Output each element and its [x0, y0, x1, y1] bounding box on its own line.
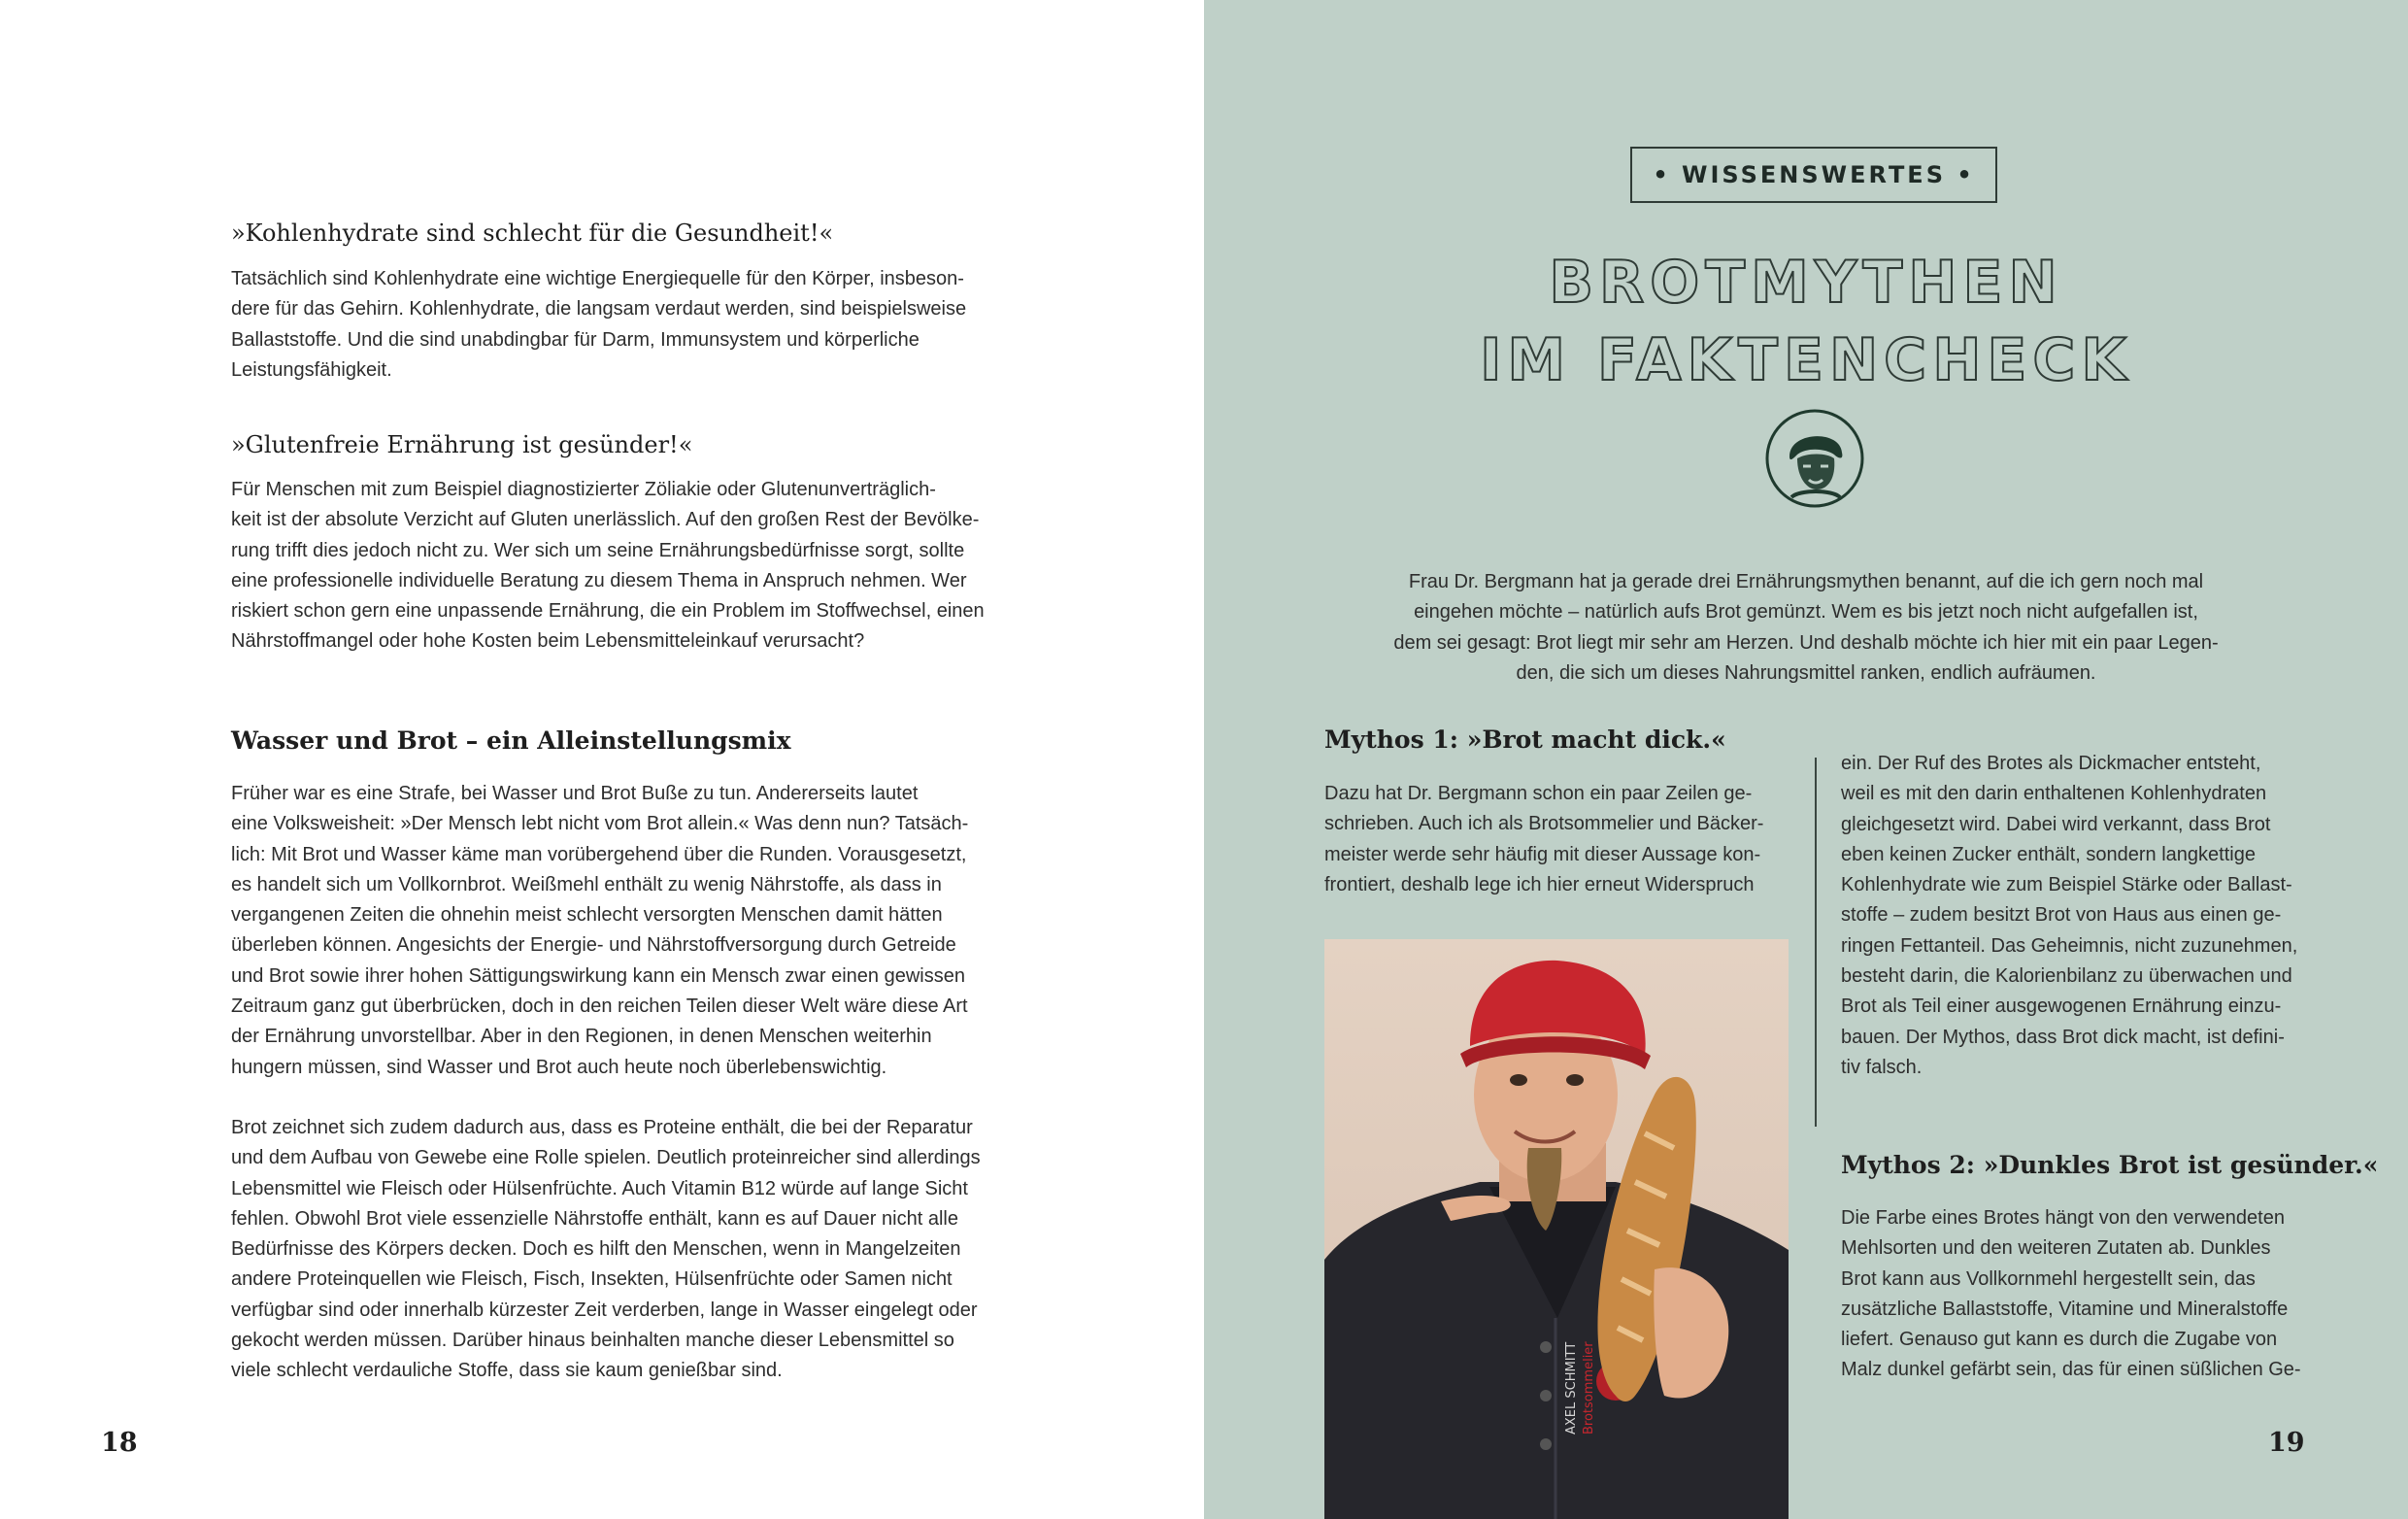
mythos1-heading: Mythos 1: »Brot macht dick.« [1324, 726, 1726, 754]
text-line: Bedürfnisse des Körpers decken. Doch es hilft den Menschen, wenn in Mangelzeiten [231, 1238, 961, 1261]
text-line: riskiert schon gern eine unpassende Ernährung, die ein Problem im Stoffwechsel, einen [231, 600, 985, 623]
text-line: Mehlsorten und den weiteren Zutaten ab. Dunkles [1841, 1237, 2271, 1260]
mythos2-heading: Mythos 2: »Dunkles Brot ist gesünder.« [1841, 1151, 2379, 1179]
text-line: rung trifft dies jedoch nicht zu. Wer sich um seine Ernährungsbedürfnisse sorgt, sollte [231, 539, 965, 561]
column-divider [1815, 758, 1817, 1127]
page-number-left: 18 [101, 1428, 138, 1458]
text-line: Ballaststoffe. Und die sind unabdingbar für Darm, Immunsystem und körperliche [231, 328, 920, 351]
text-line: Brot kann aus Vollkornmehl hergestellt sein, das [1841, 1267, 2256, 1290]
text-line: verfügbar sind oder innerhalb kürzester Zeit verderben, lange in Wasser eingelegt oder [231, 1299, 978, 1321]
section-paragraph-2 [231, 1113, 981, 1387]
baker-illustration [1324, 939, 1789, 1519]
mythos2-text [1841, 1203, 2301, 1386]
myth1-heading: »Kohlenhydrate sind schlecht für die Gesundheit!« [231, 219, 834, 247]
text-line: meister werde sehr häufig mit dieser Aussage kon- [1324, 843, 1761, 865]
text-line: ringen Fettanteil. Das Geheimnis, nicht zuzunehmen, [1841, 934, 2298, 957]
myth2-heading: »Glutenfreie Ernährung ist gesünder!« [231, 431, 693, 458]
author-portrait-icon [1764, 408, 1865, 509]
text-line: Leistungsfähigkeit. [231, 358, 392, 381]
page-number-right: 19 [2268, 1428, 2305, 1458]
text-line: Die Farbe eines Brotes hängt von den verwendeten [1841, 1207, 2285, 1229]
text-line: dere für das Gehirn. Kohlenhydrate, die langsam verdaut werden, sind beispielsweise [231, 298, 967, 321]
text-line: eben keinen Zucker enthält, sondern langkettige [1841, 843, 2256, 865]
text-line: es handelt sich um Vollkornbrot. Weißmehl enthält zu wenig Nährstoffe, als dass in [231, 873, 942, 895]
text-line: fehlen. Obwohl Brot viele essenzielle Nährstoffe enthält, kann es auf Dauer nicht alle [231, 1207, 958, 1230]
intro-text [1204, 567, 2408, 689]
text-line: hungern müssen, sind Wasser und Brot auch heute noch überlebenswichtig. [231, 1056, 887, 1078]
text-line: den, die sich um dieses Nahrungsmittel ranken, endlich aufräumen. [1516, 661, 2096, 684]
text-line: liefert. Genauso gut kann es durch die Zugabe von [1841, 1329, 2278, 1351]
jacket-title-text: Brotsommelier [1582, 1341, 1596, 1435]
text-line: Lebensmittel wie Fleisch oder Hülsenfrüchte. Auch Vitamin B12 würde auf lange Sicht [231, 1177, 968, 1199]
text-line: dem sei gesagt: Brot liegt mir sehr am Herzen. Und deshalb möchte ich hier mit ein paar Legen- [1393, 631, 2219, 654]
title-line-2: IM FAKTENCHECK [1480, 326, 2132, 394]
text-line: tiv falsch. [1841, 1056, 1923, 1078]
text-line: Für Menschen mit zum Beispiel diagnostizierter Zöliakie oder Glutenunverträglich- [231, 479, 936, 500]
text-line: ein. Der Ruf des Brotes als Dickmacher entsteht, [1841, 753, 2261, 774]
text-line: Brot zeichnet sich zudem dadurch aus, dass es Proteine enthält, die bei der Reparatur [231, 1117, 973, 1138]
text-line: Brot als Teil einer ausgewogenen Ernährung einzu- [1841, 996, 2282, 1018]
text-line: frontiert, deshalb lege ich hier erneut Widerspruch [1324, 873, 1755, 895]
text-line: Früher war es eine Strafe, bei Wasser und Brot Buße zu tun. Andererseits lautet [231, 783, 919, 804]
text-line: eine professionelle individuelle Beratung zu diesem Thema in Anspruch nehmen. Wer [231, 569, 967, 591]
title-line-1: BROTMYTHEN [1549, 249, 2063, 317]
text-line: Zeitraum ganz gut überbrücken, doch in den reichen Teilen dieser Welt wäre diese Art [231, 996, 968, 1018]
text-line: zusätzliche Ballaststoffe, Vitamine und Mineralstoffe [1841, 1298, 2289, 1320]
text-line: eingehen möchte – natürlich aufs Brot gemünzt. Wem es bis jetzt noch nicht aufgefallen ist, [1414, 601, 2198, 624]
jacket-name-text: AXEL SCHMITT [1564, 1341, 1579, 1435]
text-line: Dazu hat Dr. Bergmann schon ein paar Zeilen ge- [1324, 783, 1753, 804]
text-line: besteht darin, die Kalorienbilanz zu überwachen und [1841, 965, 2292, 988]
text-line: vergangenen Zeiten die ohnehin meist schlecht versorgten Menschen damit hätten [231, 904, 943, 927]
baker-photo [1324, 939, 1789, 1519]
text-line: keit ist der absolute Verzicht auf Gluten unerlässlich. Auf den großen Rest der Bevölke- [231, 509, 980, 531]
text-line: gleichgesetzt wird. Dabei wird verkannt, dass Brot [1841, 813, 2271, 835]
text-line: überleben können. Angesichts der Energie- und Nährstoffversorgung durch Getreide [231, 934, 956, 957]
text-line: schrieben. Auch ich als Brotsommelier und Bäcker- [1324, 813, 1764, 835]
text-line: viele schlecht verdauliche Stoffe, dass sie kaum genießbar sind. [231, 1360, 783, 1382]
myth1-text [231, 264, 966, 386]
text-line: Kohlenhydrate wie zum Beispiel Stärke oder Ballast- [1841, 874, 2292, 896]
text-line: stoffe – zudem besitzt Brot von Haus aus einen ge- [1841, 904, 2282, 927]
text-line: andere Proteinquellen wie Fleisch, Fisch, Insekten, Hülsenfrüchte oder Samen nicht [231, 1268, 953, 1291]
text-line: bauen. Der Mythos, dass Brot dick macht, ist defini- [1841, 1026, 2285, 1048]
text-line: und dem Aufbau von Gewebe eine Rolle spielen. Deutlich proteinreicher sind allerdings [231, 1147, 981, 1169]
text-line: Malz dunkel gefärbt sein, das für einen süßlichen Ge- [1841, 1359, 2301, 1381]
text-line: Tatsächlich sind Kohlenhydrate eine wichtige Energiequelle für den Körper, insbeson- [231, 268, 964, 289]
text-line: weil es mit den darin enthaltenen Kohlenhydraten [1841, 783, 2267, 805]
text-line: gekocht werden müssen. Darüber hinaus beinhalten manche dieser Lebensmittel so [231, 1330, 954, 1352]
myth2-text [231, 475, 985, 658]
mythos1-column-1 [1324, 779, 1763, 900]
section-paragraph-1 [231, 779, 968, 1083]
text-line: Frau Dr. Bergmann hat ja gerade drei Ernährungsmythen benannt, auf die ich gern noch mal [1408, 571, 2204, 592]
text-line: eine Volksweisheit: »Der Mensch lebt nicht vom Brot allein.« Was denn nun? Tatsäch- [231, 813, 969, 835]
mythos1-column-2 [1841, 749, 2297, 1083]
text-line: der Ernährung unvorstellbar. Aber in den Regionen, in denen Menschen weiterhin [231, 1026, 932, 1048]
section-heading: Wasser und Brot – ein Alleinstellungsmix [231, 726, 791, 755]
text-line: lich: Mit Brot und Wasser käme man vorübergehend über die Runden. Vorausgesetzt, [231, 843, 967, 865]
category-label: • WISSENSWERTES • [1630, 147, 1997, 203]
text-line: Nährstoffmangel oder hohe Kosten beim Lebensmitteleinkauf verursacht? [231, 630, 865, 653]
text-line: und Brot sowie ihrer hohen Sättigungswirkung kann ein Mensch zwar einen gewissen [231, 964, 965, 987]
